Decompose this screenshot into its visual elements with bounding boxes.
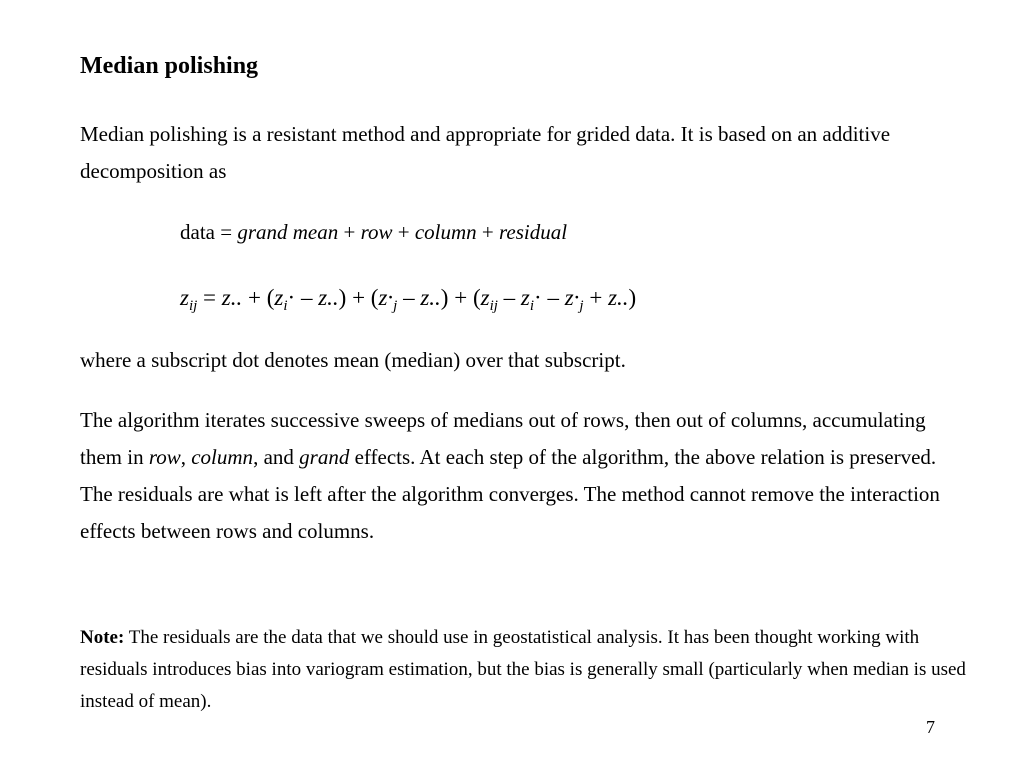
eq2-operator: + — [242, 285, 267, 310]
page-number: 7 — [926, 717, 935, 737]
eq2-operator: + — [346, 285, 371, 310]
eq2-symbol: z — [180, 285, 189, 310]
note-paragraph — [80, 622, 980, 718]
decomposition-equation-text — [180, 215, 567, 249]
eq2-symbol: z· — [378, 285, 394, 310]
algorithm-paragraph — [80, 402, 970, 550]
algorithm-text: , and — [253, 445, 300, 469]
eq2-subscript: j — [393, 298, 398, 314]
eq2-symbol: z.. — [221, 285, 243, 310]
algorithm-term-column: column — [191, 445, 254, 469]
eq1-plus: + — [392, 220, 415, 244]
eq1-term-residual: residual — [499, 220, 568, 244]
decomposition-equation-formula — [180, 279, 636, 317]
eq2-subscript: j — [579, 298, 584, 314]
eq1-lhs: data = — [180, 220, 238, 244]
eq1-plus: + — [338, 220, 361, 244]
eq2-symbol: z.. — [420, 285, 441, 310]
eq1-term-grand-mean: grand mean — [237, 220, 339, 244]
eq2-operator: – — [497, 285, 521, 310]
eq2-subscript: ij — [188, 298, 198, 314]
eq2-operator: – — [295, 285, 319, 310]
eq2-dot: · — [287, 285, 296, 310]
eq2-dot: · — [534, 285, 542, 310]
eq2-paren: ( — [472, 285, 481, 310]
eq1-plus: + — [476, 220, 500, 244]
eq2-subscript: ij — [489, 298, 498, 314]
algorithm-text: , — [180, 445, 192, 469]
note-label: Note: — [80, 627, 125, 648]
eq2-subscript: i — [529, 298, 535, 314]
eq2-paren: ( — [370, 285, 379, 310]
eq2-paren: ) — [440, 285, 449, 310]
eq2-paren: ) — [338, 285, 347, 310]
eq2-paren: ( — [266, 285, 275, 310]
algorithm-text: The algorithm iterates successive sweeps of medians out of rows, then out of columns, accumulating them in — [80, 408, 926, 469]
eq2-operator: – — [541, 285, 565, 310]
eq1-term-row: row — [360, 220, 393, 244]
eq2-operator: = — [197, 285, 222, 310]
eq2-symbol: z — [480, 285, 490, 310]
note-text: The residuals are the data that we should use in geostatistical analysis. It has been thought working with residuals introduces bias into variogram estimation, but the bias is generally small (particularly when median is used instead of mean). — [80, 627, 966, 712]
eq2-symbol: z — [274, 285, 284, 310]
algorithm-text: effects. At each step of the algorithm, the above relation is preserved. The residuals are what is left after the algorithm converges. The method cannot remove the interaction effects between rows and columns. — [80, 445, 940, 543]
eq2-symbol: z — [520, 285, 530, 310]
eq2-symbol: z· — [564, 285, 580, 310]
eq2-operator: – — [397, 285, 421, 310]
where-paragraph: where a subscript dot denotes mean (median) over that subscript. — [80, 348, 626, 372]
algorithm-term-grand: grand — [299, 445, 350, 469]
intro-paragraph: Median polishing is a resistant method and appropriate for grided data. It is based on an additive decomposition as — [80, 122, 891, 183]
eq2-symbol: z.. — [608, 285, 629, 310]
eq2-paren: ) — [628, 285, 637, 310]
page-title: Median polishing — [80, 53, 259, 79]
eq2-operator: + — [448, 285, 473, 310]
algorithm-term-row: row — [148, 445, 181, 469]
eq1-term-column: column — [414, 220, 477, 244]
eq2-subscript: i — [283, 298, 288, 314]
eq2-symbol: z.. — [318, 285, 339, 310]
eq2-operator: + — [583, 285, 609, 310]
